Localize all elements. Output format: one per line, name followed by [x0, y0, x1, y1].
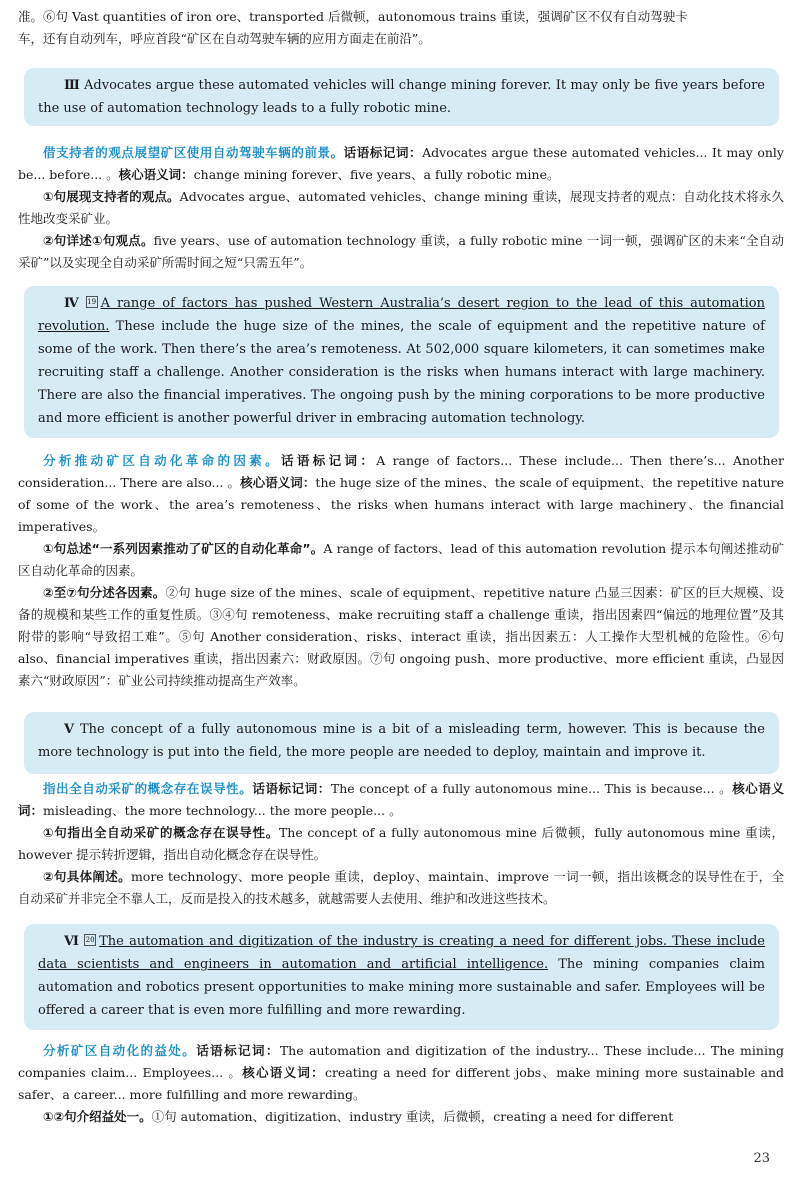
- core-label: 核心语义词：: [18, 781, 784, 818]
- passage-text: The concept of a fully autonomous mine is a bit of a misleading term, however. This is because the more technology is put into the field, the more people are needed to deploy, maintain and improve it.: [38, 722, 765, 760]
- marker-label: 话语标记词：: [343, 145, 423, 160]
- marker-label: 话语标记词：: [281, 453, 377, 468]
- passage-text: These include the huge size of the mines, the scale of equipment and the repetitive nature of some of the work. Then there’s the area’s remoteness. At 502,000 square kilometers, it can sometimes make recruiting staff a challenge. Another consideration is the risks when humans interact with large machinery. There are also the financial imperatives. The ongoing push by the mining corporations to be more productive and more efficient is another powerful driver in embracing automation technology.: [38, 319, 765, 426]
- marker-label: 话语标记词：: [196, 1043, 280, 1058]
- sentence-text: more technology、more people 重读，deploy、maintain、improve 一词一顿，指出该概念的误导性在于，全自动采矿并非完全不靠人工，反而是投入的技术越多，就越需要人去使用、维护和改进这些技术。: [18, 869, 785, 906]
- passage-box-5: [24, 712, 779, 774]
- sentence-text: The concept of a fully autonomous mine 后微顿，fully autonomous mine 重读，however 提示转折逻辑，指出自动化概念存在误导性。: [18, 825, 784, 862]
- analysis-heading: 分析推动矿区自动化革命的因素。: [43, 453, 281, 468]
- sentence-text: Advocates argue、automated vehicles、change mining 重读，展现支持者的观点：自动化技术将永久性地改变采矿业。: [18, 189, 784, 226]
- sentence-text: ①句 automation、digitization、industry 重读，后微顿，creating a need for different: [151, 1109, 674, 1124]
- paragraph-numeral: Ⅴ: [64, 722, 77, 737]
- question-number-box: 19: [87, 298, 97, 306]
- core-text: misleading、the more technology... the more people... 。: [43, 803, 402, 818]
- underlined-sentence: The automation and digitization of the industry is creating a need for different jobs. These include data scientists and engineers in automation and artificial intelligence.: [38, 934, 765, 972]
- analysis-heading: 分析矿区自动化的益处。: [43, 1043, 197, 1058]
- analysis-6: [18, 1040, 784, 1128]
- marker-text: The automation and digitization of the industry... These include... The mining companies claim... Employees... 。: [18, 1043, 784, 1080]
- sentence-label: ①句总述“一系列因素推动了矿区的自动化革命”。: [43, 541, 324, 556]
- sentence-label: ②句具体阐述。: [43, 869, 131, 884]
- paragraph-numeral: Ⅳ: [64, 296, 82, 311]
- paragraph-numeral: Ⅲ: [64, 78, 81, 93]
- passage-text: The mining companies claim automation and robotics present opportunities to make mining more sustainable and safer. Employees will be offered a career that is even more fulfilling and more rewarding.: [38, 957, 765, 1018]
- passage-box-3: [24, 68, 779, 126]
- page-number: 23: [753, 1151, 770, 1166]
- marker-text: The concept of a fully autonomous mine... This is because... 。: [330, 781, 733, 796]
- underlined-sentence: A range of factors has pushed Western Australia’s desert region to the lead of this automation revolution.: [38, 296, 765, 334]
- question-number-box: 20: [85, 936, 95, 944]
- sentence-label: ①句展现支持者的观点。: [43, 189, 180, 204]
- marker-text: A range of factors... These include... Then there’s... Another consideration... There are also... 。: [18, 453, 784, 490]
- analysis-5: [18, 778, 784, 910]
- core-text: change mining forever、five years、a fully robotic mine。: [193, 167, 560, 182]
- core-label: 核心语义词：: [242, 1065, 325, 1080]
- core-text: the huge size of the mines、the scale of equipment、the repetitive nature of some of the work、the area’s remoteness、the risks when humans interact with large machinery、the financial imperatives。: [18, 475, 784, 534]
- top-continuation: [18, 6, 784, 50]
- core-text: creating a need for different jobs、make mining more sustainable and safer、a career... more fulfilling and more rewarding。: [18, 1065, 785, 1102]
- core-label: 核心语义词：: [118, 167, 194, 182]
- core-label: 核心语义词：: [240, 475, 316, 490]
- analysis-4: [18, 450, 784, 692]
- sentence-label: ②至⑦句分述各因素。: [43, 585, 166, 600]
- top-line-1: 准。⑥句 Vast quantities of iron ore、transported 后微顿，autonomous trains 重读，强调矿区不仅有自动驾驶卡: [18, 9, 688, 24]
- sentence-label: ①②句介绍益处一。: [43, 1109, 152, 1124]
- sentence-text: A range of factors、lead of this automation revolution 提示本句阐述推动矿区自动化革命的因素。: [18, 541, 784, 578]
- passage-box-4: [24, 286, 779, 438]
- sentence-text: ②句 huge size of the mines、scale of equipment、repetitive nature 凸显三因素：矿区的巨大规模、设备的规模和某些工作的重复性质。③④句 remoteness、make recruiting staff a challenge 重读，指出因素四“偏远的地理位置”及其附带的影响“导致招工难”。⑤句 Another consideration、risks、interact 重读，指出因素五：人工操作大型机械的危险性。⑥句 also、financial imperatives 重读，指出因素六：财政原因。⑦句 ongoing push、more productive、more efficient 重读，凸显因素六“财政原因”：矿业公司持续推动提高生产效率。: [18, 585, 785, 688]
- marker-text: Advocates argue these automated vehicles... It may only be... before... 。: [18, 145, 784, 182]
- sentence-text: five years、use of automation technology 重读，a fully robotic mine 一词一顿，强调矿区的未来“全自动采矿”以及实现全自动采矿所需时间之短“只需五年”。: [18, 233, 785, 270]
- passage-box-6: [24, 924, 779, 1030]
- analysis-3: [18, 142, 784, 274]
- top-line-2: 车，还有自动列车，呼应首段“矿区在自动驾驶车辆的应用方面走在前沿”。: [18, 31, 431, 46]
- sentence-label: ②句详述①句观点。: [43, 233, 154, 248]
- analysis-heading: 指出全自动采矿的概念存在误导性。: [43, 781, 253, 796]
- analysis-heading: 借支持者的观点展望矿区使用自动驾驶车辆的前景。: [43, 145, 344, 160]
- marker-label: 话语标记词：: [252, 781, 331, 796]
- sentence-label: ①句指出全自动采矿的概念存在误导性。: [43, 825, 279, 840]
- paragraph-numeral: Ⅵ: [64, 934, 81, 949]
- passage-text: Advocates argue these automated vehicles will change mining forever. It may only be five years before the use of automation technology leads to a fully robotic mine.: [38, 78, 765, 116]
